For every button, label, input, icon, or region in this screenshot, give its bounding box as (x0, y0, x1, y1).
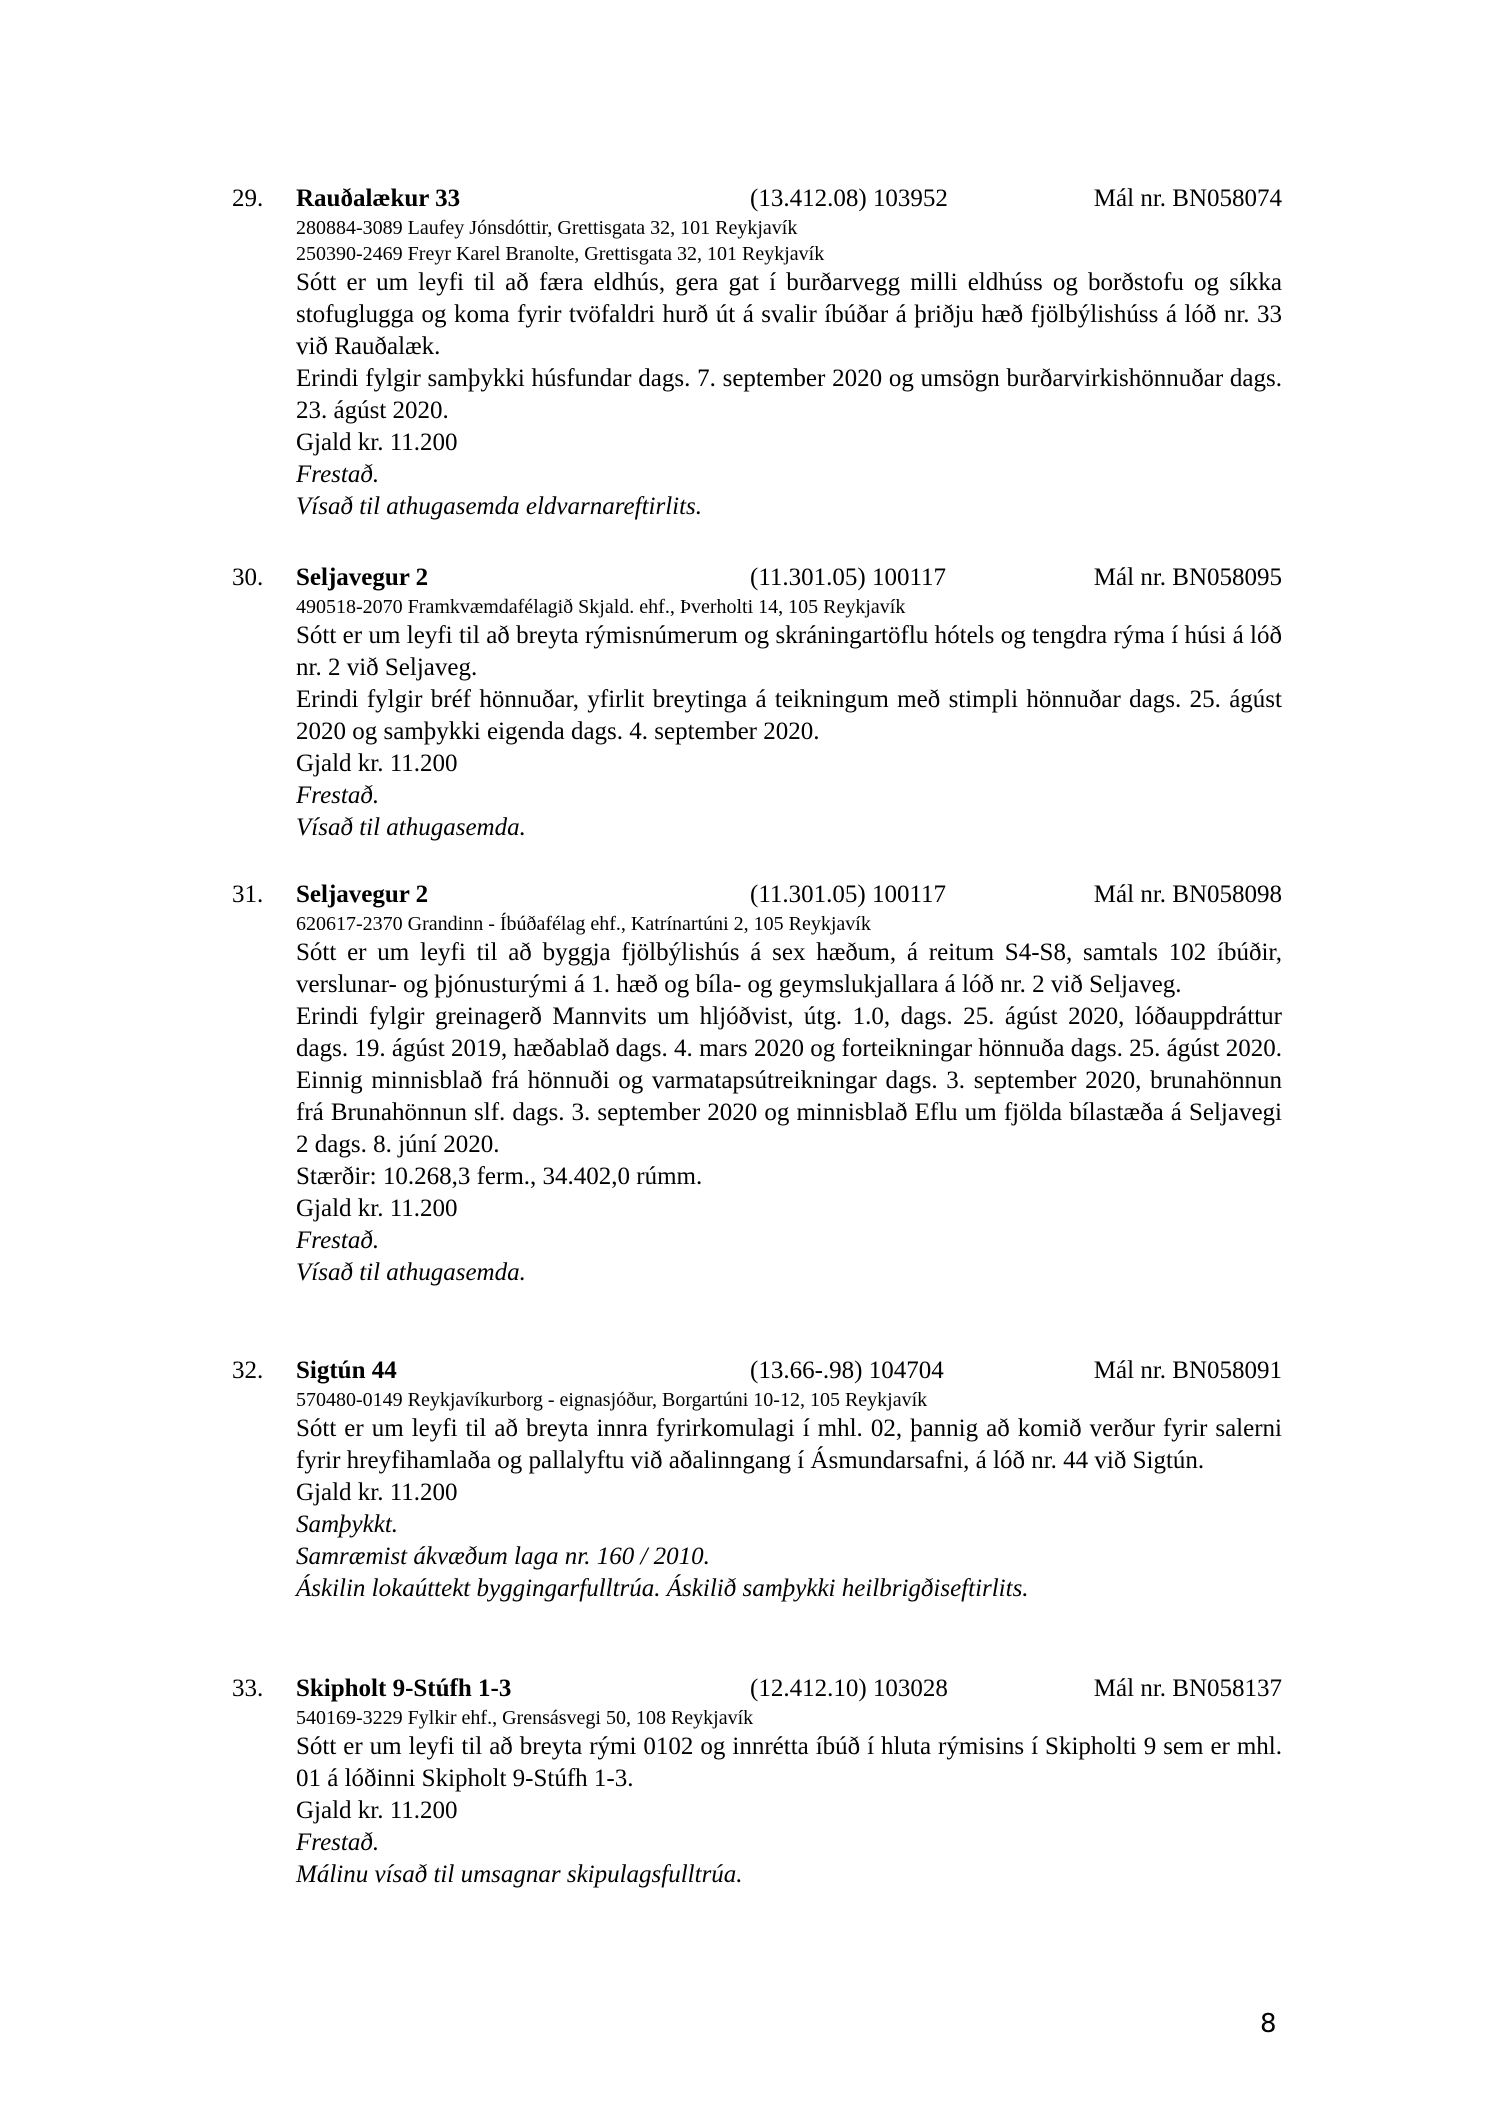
case-number: 29. (232, 185, 264, 212)
case-header (232, 1673, 1282, 1705)
decision-note: Málinu vísað til umsagnar skipulagsfulltrúa. (296, 1861, 743, 1888)
application-description: Sótt er um leyfi til að breyta rými 0102 og innrétta íbúð í hluta rýmisins í Skipholti 9 sem er mhl. 01 á lóðinni Skipholt 9-Stúfh 1-3. (296, 1733, 1282, 1792)
fee: Gjald kr. 11.200 (296, 429, 458, 456)
fee: Gjald kr. 11.200 (296, 1195, 458, 1222)
applicant: 570480-0149 Reykjavíkurborg - eignasjóður, Borgartúni 10-12, 105 Reykjavík (296, 1389, 928, 1411)
case-number: 30. (232, 564, 264, 591)
decision: Samþykkt. (296, 1511, 399, 1538)
application-description: Sótt er um leyfi til að byggja fjölbýlishús á sex hæðum, á reitum S4-S8, samtals 102 íbúðir, verslunar- og þjónusturými á 1. hæð og bíla- og geymslukjallara á lóð nr. 2 við Seljaveg. (296, 939, 1282, 998)
case-number: 31. (232, 881, 264, 908)
fee: Gjald kr. 11.200 (296, 1479, 458, 1506)
case-reference: Mál nr. BN058098 (1093, 881, 1282, 908)
land-id: (13.66-.98) 104704 (750, 1357, 944, 1384)
case-entry (232, 1355, 1282, 1605)
land-id: (11.301.05) 100117 (750, 881, 947, 908)
case-body (296, 911, 1282, 1289)
attachments-note: Erindi fylgir samþykki húsfundar dags. 7. september 2020 og umsögn burðarvirkishönnuðar dags. 23. ágúst 2020. (296, 365, 1282, 424)
case-number: 33. (232, 1675, 264, 1702)
case-reference: Mál nr. BN058095 (1093, 564, 1282, 591)
attachments-note: Erindi fylgir greinagerð Mannvits um hljóðvist, útg. 1.0, dags. 25. ágúst 2020, lóðauppdráttur dags. 19. ágúst 2019, hæðablað dags. 4. mars 2020 og forteikningar hönnuða dags. 25. ágúst 2020. Einnig minnisblað frá hönnuði og varmatapsútreikningar dags. 3. september 2020, brunahönnun frá Brunahönnun slf. dags. 3. september 2020 og minnisblað Eflu um fjölda bílastæða á Seljavegi 2 dags. 8. júní 2020. (296, 1003, 1282, 1158)
case-address: Sigtún 44 (296, 1357, 397, 1384)
application-description: Sótt er um leyfi til að færa eldhús, gera gat í burðarvegg milli eldhúss og borðstofu og síkka stofuglugga og koma fyrir tvöfaldri hurð út á svalir íbúðar á þriðju hæð fjölbýlishúss á lóð nr. 33 við Rauðalæk. (296, 269, 1282, 360)
case-entry (232, 879, 1282, 1289)
applicant: 490518-2070 Framkvæmdafélagið Skjald. ehf., Þverholti 14, 105 Reykjavík (296, 596, 906, 618)
case-header (232, 183, 1282, 215)
decision: Frestað. (296, 1227, 380, 1254)
case-entry (232, 1673, 1282, 1891)
applicant: 620617-2370 Grandinn - Íbúðafélag ehf., Katrínartúni 2, 105 Reykjavík (296, 913, 871, 935)
case-body (296, 1387, 1282, 1605)
case-entry (232, 562, 1282, 844)
fee: Gjald kr. 11.200 (296, 1797, 458, 1824)
decision-note: Vísað til athugasemda. (296, 814, 526, 841)
decision: Frestað. (296, 461, 380, 488)
case-reference: Mál nr. BN058137 (1093, 1675, 1282, 1702)
case-header (232, 879, 1282, 911)
decision-note: Vísað til athugasemda eldvarnareftirlits. (296, 493, 703, 520)
case-address: Seljavegur 2 (296, 881, 429, 908)
case-body (296, 594, 1282, 844)
case-address: Skipholt 9-Stúfh 1-3 (296, 1675, 512, 1702)
case-entry (232, 183, 1282, 523)
case-address: Seljavegur 2 (296, 564, 429, 591)
land-id: (13.412.08) 103952 (750, 185, 948, 212)
land-id: (12.412.10) 103028 (750, 1675, 948, 1702)
decision-note: Vísað til athugasemda. (296, 1259, 526, 1286)
case-reference: Mál nr. BN058091 (1093, 1357, 1282, 1384)
case-body (296, 215, 1282, 523)
applicant: 250390-2469 Freyr Karel Branolte, Grettisgata 32, 101 Reykjavík (296, 243, 825, 265)
land-id: (11.301.05) 100117 (750, 564, 947, 591)
case-reference: Mál nr. BN058074 (1093, 185, 1282, 212)
case-address: Rauðalækur 33 (296, 185, 461, 212)
application-description: Sótt er um leyfi til að breyta rýmisnúmerum og skráningartöflu hótels og tengdra rýma í húsi á lóð nr. 2 við Seljaveg. (296, 622, 1282, 681)
page-number: 8 (1260, 2009, 1277, 2039)
application-description: Sótt er um leyfi til að breyta innra fyrirkomulagi í mhl. 02, þannig að komið verður fyrir salerni fyrir hreyfihamlaða og pallalyftu við aðalinngang í Ásmundarsafni, á lóð nr. 44 við Sigtún. (296, 1415, 1282, 1474)
case-header (232, 562, 1282, 594)
fee: Gjald kr. 11.200 (296, 750, 458, 777)
dimensions: Stærðir: 10.268,3 ferm., 34.402,0 rúmm. (296, 1163, 703, 1190)
case-number: 32. (232, 1357, 264, 1384)
applicant: 540169-3229 Fylkir ehf., Grensásvegi 50, 108 Reykjavík (296, 1707, 754, 1729)
decision-note: Samræmist ákvæðum laga nr. 160 / 2010. (296, 1543, 710, 1570)
decision: Frestað. (296, 782, 380, 809)
case-header (232, 1355, 1282, 1387)
case-body (296, 1705, 1282, 1891)
decision-note: Áskilin lokaúttekt byggingarfulltrúa. Áskilið samþykki heilbrigðiseftirlits. (296, 1575, 1029, 1602)
decision: Frestað. (296, 1829, 380, 1856)
attachments-note: Erindi fylgir bréf hönnuðar, yfirlit breytinga á teikningum með stimpli hönnuðar dags. 25. ágúst 2020 og samþykki eigenda dags. 4. september 2020. (296, 686, 1282, 745)
applicant: 280884-3089 Laufey Jónsdóttir, Grettisgata 32, 101 Reykjavík (296, 217, 798, 239)
